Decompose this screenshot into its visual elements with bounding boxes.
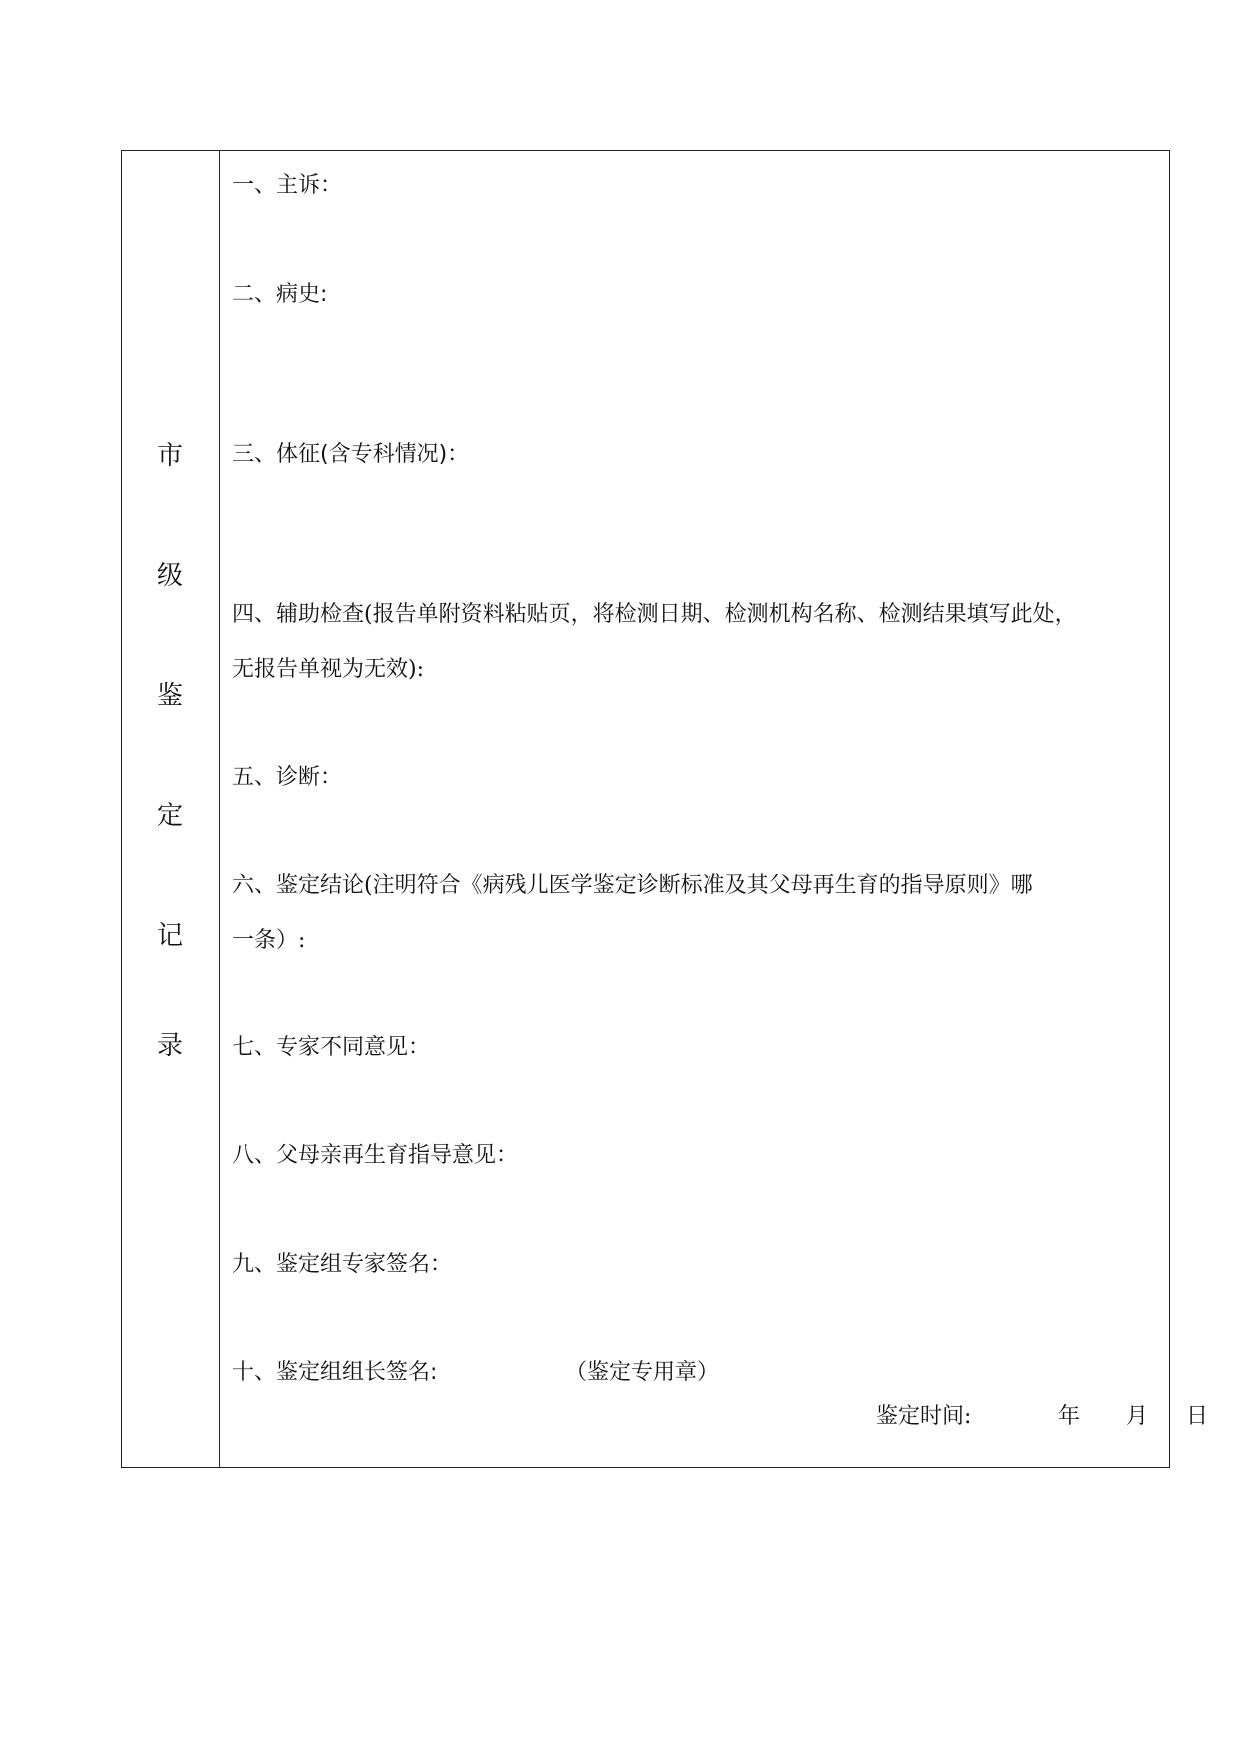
reproduction-guidance-field[interactable] xyxy=(232,1129,1161,1183)
section-title-column xyxy=(122,151,220,1467)
physical-exam-label: 三、体征(含专科情况)： xyxy=(232,442,470,467)
conclusion-note-cont: 一条）: xyxy=(232,928,306,953)
expert-signatures-label: 九、鉴定组专家签名： xyxy=(232,1252,453,1277)
date-month-unit: 月 xyxy=(1126,1404,1149,1429)
chief-complaint-field[interactable] xyxy=(232,159,1161,213)
aux-exam-label: 四、辅助检查 xyxy=(232,602,365,627)
diagnosis-field[interactable] xyxy=(232,751,1161,805)
conclusion-note: (注明符合《病残儿医学鉴定诊断标准及其父母再生育的指导原则》哪 xyxy=(364,873,1033,898)
expert-signatures-field[interactable] xyxy=(232,1238,1161,1292)
section-title-char: 市 xyxy=(156,441,183,471)
section-title-char: 定 xyxy=(156,801,183,831)
appraisal-date-label: 鉴定时间: xyxy=(876,1404,972,1429)
conclusion-field-cont xyxy=(232,914,1161,968)
section-title-char: 级 xyxy=(156,561,183,591)
date-year-unit: 年 xyxy=(1058,1404,1081,1429)
chief-complaint-label: 一、主诉： xyxy=(232,173,343,198)
dissent-field[interactable] xyxy=(232,1021,1161,1075)
physical-exam-field[interactable] xyxy=(232,428,1161,482)
stamp-placeholder: （鉴定专用章） xyxy=(565,1360,720,1385)
aux-exam-field-cont xyxy=(232,643,1161,697)
reproduction-guidance-label: 八、父母亲再生育指导意见： xyxy=(232,1143,519,1168)
dissent-label: 七、专家不同意见： xyxy=(232,1035,431,1060)
diagnosis-label: 五、诊断： xyxy=(232,765,343,790)
conclusion-field[interactable] xyxy=(232,859,1161,913)
aux-exam-note: (报告单附资料粘贴页，将检测日期、检测机构名称、检测结果填写此处， xyxy=(364,602,1077,627)
section-title-char: 录 xyxy=(156,1031,183,1061)
aux-exam-note-cont: 无报告单视为无效): xyxy=(232,657,424,682)
record-content xyxy=(220,151,1209,1467)
conclusion-label: 六、鉴定结论 xyxy=(232,873,365,898)
appraisal-record-table xyxy=(121,150,1209,1468)
leader-signature-label: 十、鉴定组组长签名: xyxy=(232,1360,438,1385)
aux-exam-field[interactable] xyxy=(232,588,1161,642)
history-label: 二、病史: xyxy=(232,282,328,307)
history-field[interactable] xyxy=(232,268,1161,322)
section-title-char: 鉴 xyxy=(156,681,183,711)
section-title-char: 记 xyxy=(156,921,183,951)
date-day-unit: 日 xyxy=(1186,1404,1209,1429)
